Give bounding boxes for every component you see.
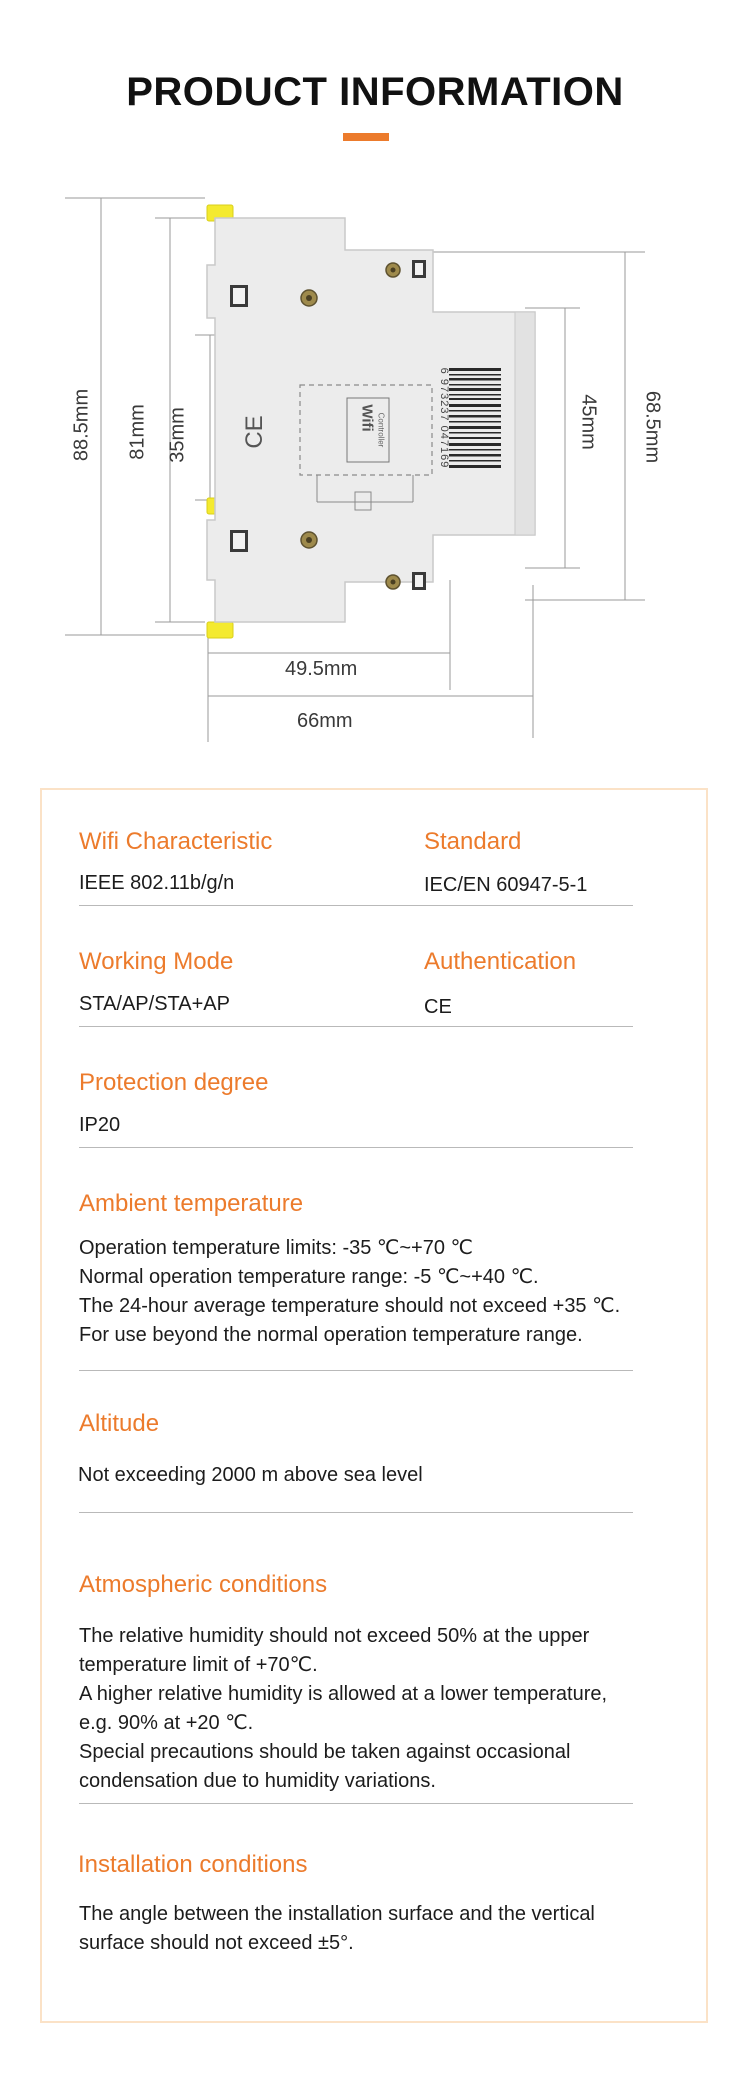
spec-label-wifi: Wifi Characteristic (79, 828, 273, 855)
ambient-temperature-text (79, 1234, 620, 1350)
ambient-line: Normal operation temperature range: -5 ℃~+40 ℃. (79, 1266, 539, 1288)
device-side-face (515, 312, 535, 535)
installation-line: surface should not exceed ±5°. (79, 1932, 354, 1954)
ce-mark: CE (241, 415, 268, 449)
divider (79, 1147, 633, 1148)
divider (79, 1026, 633, 1027)
divider (79, 905, 633, 906)
dim-depth-front: 49.5mm (285, 658, 358, 680)
atmospheric-line: A higher relative humidity is allowed at a lower temperature, (79, 1683, 608, 1705)
page-title: PRODUCT INFORMATION (126, 70, 624, 114)
spec-value-protection: IP20 (79, 1114, 121, 1136)
atmospheric-line: temperature limit of +70℃. (79, 1654, 318, 1676)
spec-label-working-mode: Working Mode (79, 948, 234, 975)
ambient-line: For use beyond the normal operation temperature range. (79, 1324, 583, 1346)
title-accent-bar (343, 133, 389, 141)
dim-height-right-outer: 68.5mm (641, 390, 664, 464)
atmospheric-conditions-text (79, 1622, 607, 1796)
ambient-line: The 24-hour average temperature should not exceed +35 ℃. (79, 1295, 621, 1317)
installation-line: The angle between the installation surface and the vertical (79, 1903, 595, 1925)
barcode-number: 6 973237 047169 (438, 367, 450, 469)
spec-label-altitude: Altitude (79, 1410, 160, 1437)
atmospheric-line: e.g. 90% at +20 ℃. (79, 1712, 254, 1734)
spec-label-protection: Protection degree (79, 1069, 269, 1096)
dimension-diagram (55, 190, 695, 750)
atmospheric-line: The relative humidity should not exceed 50% at the upper (79, 1625, 590, 1647)
spec-label-installation: Installation conditions (78, 1851, 308, 1878)
spec-value-standard: IEC/EN 60947-5-1 (424, 874, 588, 896)
dim-height-total: 88.5mm (70, 388, 93, 462)
device-drawing (55, 190, 695, 750)
wifi-brand-text: Wifi (358, 404, 376, 432)
specification-box (40, 788, 708, 2023)
divider (79, 1370, 633, 1371)
spec-label-ambient-temperature: Ambient temperature (79, 1190, 304, 1217)
spec-value-working-mode: STA/AP/STA+AP (79, 993, 230, 1015)
spec-label-atmospheric: Atmospheric conditions (79, 1571, 328, 1598)
spec-value-authentication: CE (424, 996, 452, 1018)
spec-value-altitude: Not exceeding 2000 m above sea level (78, 1464, 423, 1486)
wifi-brand-subtext: Controller (376, 412, 386, 448)
divider (79, 1803, 633, 1804)
dim-height-right-inner: 45mm (577, 394, 600, 450)
dim-depth-total: 66mm (297, 710, 353, 732)
ambient-line: Operation temperature limits: -35 ℃~+70 ℃ (79, 1237, 473, 1259)
spec-value-wifi: IEEE 802.11b/g/n (79, 872, 235, 894)
spec-label-authentication: Authentication (424, 948, 577, 975)
installation-conditions-text (79, 1900, 595, 1958)
dim-height-window: 35mm (166, 407, 189, 463)
divider (79, 1512, 633, 1513)
dim-height-body: 81mm (126, 404, 149, 460)
atmospheric-line: Special precautions should be taken against occasional (79, 1741, 571, 1763)
spec-label-standard: Standard (424, 828, 522, 855)
atmospheric-line: condensation due to humidity variations. (79, 1770, 436, 1792)
